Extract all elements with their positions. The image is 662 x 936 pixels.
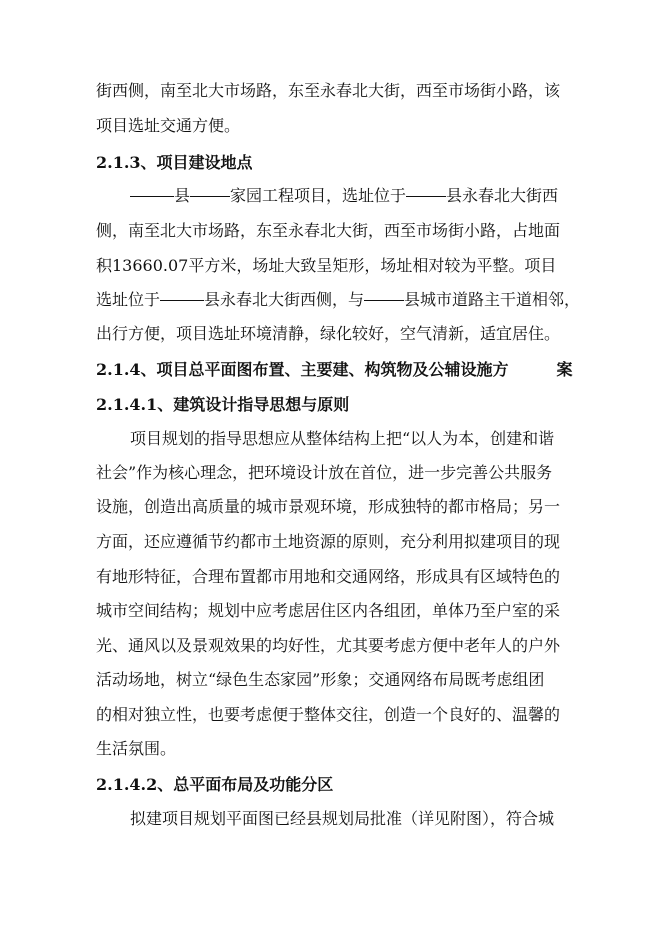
- sec213-text: 县永春北大街西: [446, 186, 559, 205]
- sec213-text: 选址位于: [96, 290, 161, 309]
- intro-line-2: 项目选址交通方便。: [96, 116, 241, 135]
- blank-underline: [160, 299, 204, 301]
- sec2141-line-7: 光、通风以及景观效果的均好性，尤其要考虑方便中老年人的户外: [96, 636, 561, 655]
- sec2141-line-8: 活动场地，树立“绿色生态家园”形象；交通网络布局既考虑组团: [96, 670, 545, 689]
- section-2-1-4-2-heading: 2.1.4.2、总平面布局及功能分区: [96, 775, 334, 794]
- section-2-1-4-heading: [96, 360, 586, 380]
- sec213-text: 家园工程项目，选址位于: [230, 186, 407, 205]
- sec213-line-2: 侧，南至北大市场路，东至永春北大街，西至市场街小路，占地面: [96, 221, 561, 240]
- section-2-1-4-1-heading: 2.1.4.1、建筑设计指导思想与原则: [96, 395, 350, 414]
- sec2141-line-2: 社会”作为核心理念，把环境设计放在首位，进一步完善公共服务: [96, 463, 553, 482]
- sec2141-line-6: 城市空间结构；规划中应考虑居住区内各组团，单体乃至户室的采: [96, 601, 561, 620]
- sec213-line-3: 积13660.07平方米，场址大致呈矩形，场址相对较为平整。项目: [96, 256, 557, 275]
- sec213-line-4: [96, 290, 586, 310]
- intro-line-1: 街西侧，南至北大市场路，东至永春北大街，西至市场街小路，该: [96, 81, 561, 100]
- sec213-text: 县永春北大街西侧，与: [204, 290, 365, 309]
- sec2141-line-4: 方面，还应遵循节约都市土地资源的原则，充分利用拟建项目的现: [96, 532, 561, 551]
- heading-tail: 案: [556, 360, 573, 379]
- sec2141-line-5: 有地形特征，合理布置都市用地和交通网络，形成具有区域特色的: [96, 567, 561, 586]
- sec213-text: 县: [174, 186, 191, 205]
- blank-underline: [130, 195, 174, 197]
- blank-underline: [364, 299, 404, 301]
- blank-underline: [190, 195, 230, 197]
- heading-text: 2.1.4、项目总平面图布置、主要建、构筑物及公辅设施方: [96, 360, 509, 379]
- sec213-line-1: [130, 186, 620, 206]
- sec2141-line-9: 的相对独立性，也要考虑便于整体交往，创造一个良好的、温馨的: [96, 705, 561, 724]
- sec213-text: 县城市道路主干道相邻，: [404, 290, 581, 309]
- sec2141-line-1: 项目规划的指导思想应从整体结构上把“以人为本，创建和谐: [130, 429, 555, 448]
- sec213-line-5: 出行方便，项目选址环境清静，绿化较好，空气清新，适宜居住。: [96, 324, 561, 343]
- section-2-1-3-heading: 2.1.3、项目建设地点: [96, 153, 253, 172]
- sec2142-line-1: 拟建项目规划平面图已经县规划局批准（详见附图），符合城: [130, 809, 555, 828]
- blank-underline: [406, 195, 446, 197]
- sec2141-line-3: 设施，创造出高质量的城市景观环境，形成独特的都市格局；另一: [96, 497, 561, 516]
- sec2141-line-10: 生活氛围。: [96, 739, 177, 758]
